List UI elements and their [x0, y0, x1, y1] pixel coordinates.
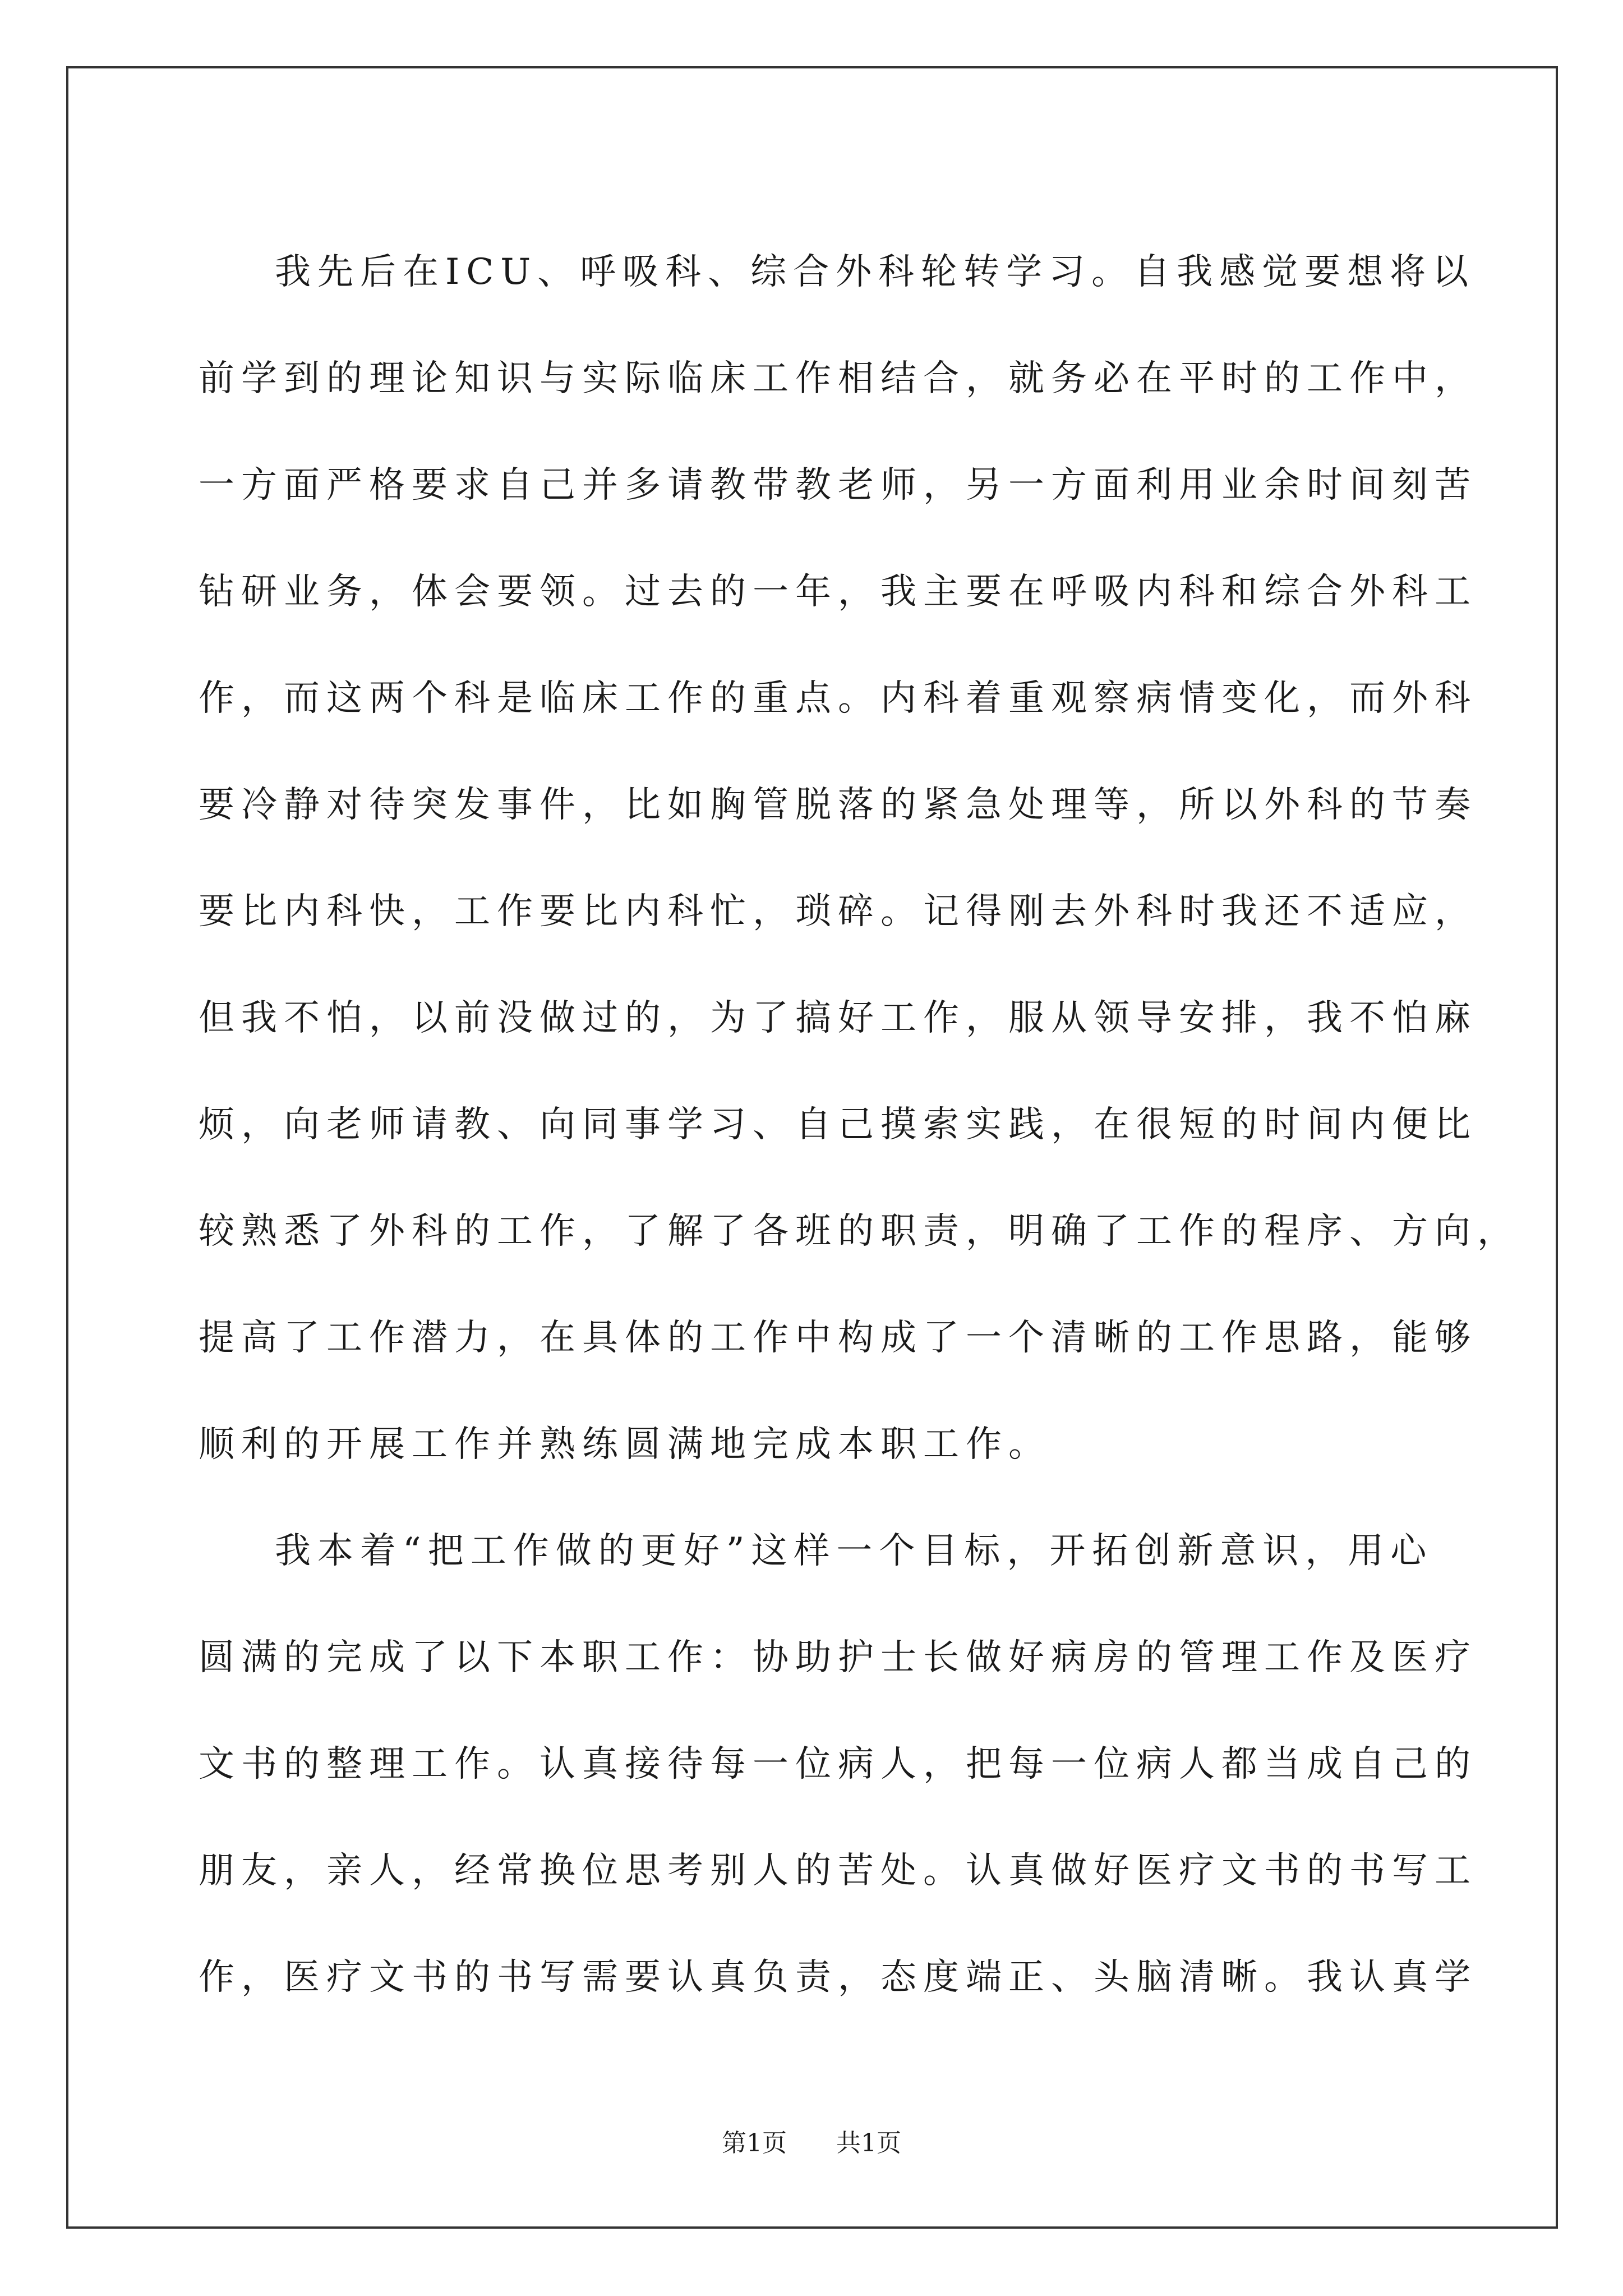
paragraph-2 [199, 1498, 1477, 2031]
text-line: 一方面严格要求自己并多请教带教老师，另一方面利用业余时间刻苦 [199, 464, 1477, 506]
text-line: 烦，向老师请教、向同事学习、自己摸索实践，在很短的时间内便比 [199, 1104, 1477, 1145]
text-line: 较熟悉了外科的工作，了解了各班的职责，明确了工作的程序、方向， [199, 1211, 1520, 1252]
text-line: 圆满的完成了以下本职工作：协助护士长做好病房的管理工作及医疗 [199, 1637, 1477, 1678]
document-body [199, 219, 1520, 2031]
text-line: 前学到的理论知识与实际临床工作相结合，就务必在平时的工作中， [199, 358, 1477, 399]
page-number: 第1页 [722, 2129, 787, 2157]
text-line: 作，医疗文书的书写需要认真负责，态度端正、头脑清晰。我认真学 [199, 1957, 1477, 1998]
text-line: 提高了工作潜力，在具体的工作中构成了一个清晰的工作思路，能够 [199, 1317, 1477, 1359]
text-line: 钻研业务，体会要领。过去的一年，我主要在呼吸内科和综合外科工 [199, 571, 1477, 613]
page-footer [0, 2123, 1623, 2159]
text-line: 我先后在ICU、呼吸科、综合外科轮转学习。自我感觉要想将以 [275, 251, 1476, 293]
text-line: 我本着“把工作做的更好”这样一个目标，开拓创新意识，用心 [275, 1530, 1433, 1572]
text-line: 但我不怕，以前没做过的，为了搞好工作，服从领导安排，我不怕麻 [199, 997, 1477, 1039]
text-line: 要比内科快，工作要比内科忙，琐碎。记得刚去外科时我还不适应， [199, 891, 1477, 932]
text-line: 朋友，亲人，经常换位思考别人的苦处。认真做好医疗文书的书写工 [199, 1850, 1477, 1892]
text-line: 作，而这两个科是临床工作的重点。内科着重观察病情变化，而外科 [199, 678, 1477, 719]
text-line: 文书的整理工作。认真接待每一位病人，把每一位病人都当成自己的 [199, 1743, 1477, 1785]
paragraph-1 [199, 219, 1520, 1498]
text-line: 要冷静对待突发事件，比如胸管脱落的紧急处理等，所以外科的节奏 [199, 784, 1477, 826]
page-total: 共1页 [836, 2129, 901, 2157]
text-line: 顺利的开展工作并熟练圆满地完成本职工作。 [199, 1424, 1051, 1465]
